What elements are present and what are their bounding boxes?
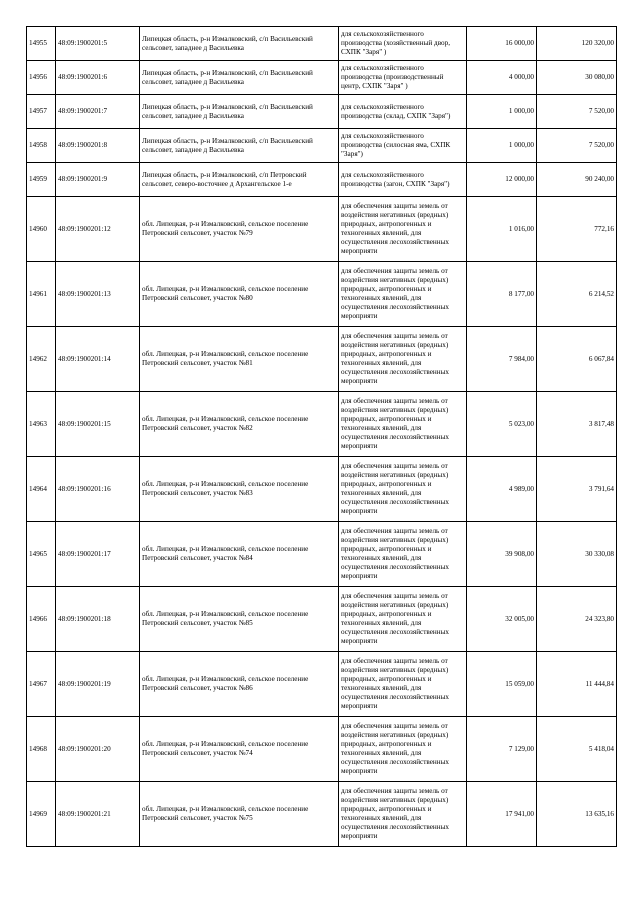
cadastral-number: 48:09:1900201:9 xyxy=(56,163,140,197)
cadastral-value: 90 240,00 xyxy=(537,163,617,197)
area-value: 1 016,00 xyxy=(467,197,537,262)
address: обл. Липецкая, р-н Измалковский, сельское поселение Петровский сельсовет, участок №81 xyxy=(140,327,339,392)
cadastral-number: 48:09:1900201:8 xyxy=(56,129,140,163)
row-number: 14960 xyxy=(27,197,56,262)
row-number: 14955 xyxy=(27,27,56,61)
cadastral-number: 48:09:1900201:16 xyxy=(56,457,140,522)
address: Липецкая область, р-н Измалковский, с/п Васильевский сельсовет, западнее д Васильевка xyxy=(140,129,339,163)
row-number: 14967 xyxy=(27,652,56,717)
row-number: 14964 xyxy=(27,457,56,522)
cadastral-number: 48:09:1900201:19 xyxy=(56,652,140,717)
area-value: 12 000,00 xyxy=(467,163,537,197)
land-use-purpose: для обеспечения защиты земель от воздействия негативных (вредных) природных, антропогенных и техногенных явлений, для осуществления лесохозяйственных мероприяти xyxy=(339,587,467,652)
row-number: 14956 xyxy=(27,61,56,95)
land-use-purpose: для сельскохозяйственного производства (силосная яма, СХПК "Заря") xyxy=(339,129,467,163)
row-number: 14957 xyxy=(27,95,56,129)
row-number: 14962 xyxy=(27,327,56,392)
address: Липецкая область, р-н Измалковский, с/п Васильевский сельсовет, западнее д Васильевка xyxy=(140,61,339,95)
cadastral-value: 7 520,00 xyxy=(537,95,617,129)
area-value: 17 941,00 xyxy=(467,782,537,847)
land-use-purpose: для обеспечения защиты земель от воздействия негативных (вредных) природных, антропогенных и техногенных явлений, для осуществления лесохозяйственных мероприяти xyxy=(339,717,467,782)
cadastral-value: 6 067,84 xyxy=(537,327,617,392)
table-row xyxy=(27,27,617,61)
address: Липецкая область, р-н Измалковский, с/п Васильевский сельсовет, западнее д Васильевка xyxy=(140,27,339,61)
land-use-purpose: для обеспечения защиты земель от воздействия негативных (вредных) природных, антропогенных и техногенных явлений, для осуществления лесохозяйственных мероприяти xyxy=(339,457,467,522)
land-use-purpose: для обеспечения защиты земель от воздействия негативных (вредных) природных, антропогенных и техногенных явлений, для осуществления лесохозяйственных мероприяти xyxy=(339,522,467,587)
area-value: 5 023,00 xyxy=(467,392,537,457)
row-number: 14958 xyxy=(27,129,56,163)
cadastral-number: 48:09:1900201:21 xyxy=(56,782,140,847)
land-use-purpose: для обеспечения защиты земель от воздействия негативных (вредных) природных, антропогенных и техногенных явлений, для осуществления лесохозяйственных мероприяти xyxy=(339,392,467,457)
cadastral-number: 48:09:1900201:17 xyxy=(56,522,140,587)
cadastral-number: 48:09:1900201:6 xyxy=(56,61,140,95)
area-value: 15 059,00 xyxy=(467,652,537,717)
table-row xyxy=(27,327,617,392)
row-number: 14961 xyxy=(27,262,56,327)
table-row xyxy=(27,587,617,652)
table-row xyxy=(27,392,617,457)
row-number: 14966 xyxy=(27,587,56,652)
table-row xyxy=(27,61,617,95)
table-row xyxy=(27,262,617,327)
table-row xyxy=(27,129,617,163)
cadastral-value: 13 635,16 xyxy=(537,782,617,847)
land-use-purpose: для обеспечения защиты земель от воздействия негативных (вредных) природных, антропогенных и техногенных явлений, для осуществления лесохозяйственных мероприяти xyxy=(339,327,467,392)
cadastral-number: 48:09:1900201:12 xyxy=(56,197,140,262)
land-use-purpose: для сельскохозяйственного производства (производственный центр, СХПК "Заря" ) xyxy=(339,61,467,95)
cadastral-value: 30 330,08 xyxy=(537,522,617,587)
area-value: 16 000,00 xyxy=(467,27,537,61)
land-use-purpose: для сельскохозяйственного производства (склад, СХПК "Заря") xyxy=(339,95,467,129)
table-row xyxy=(27,717,617,782)
cadastral-number: 48:09:1900201:5 xyxy=(56,27,140,61)
cadastral-number: 48:09:1900201:20 xyxy=(56,717,140,782)
address: Липецкая область, р-н Измалковский, с/п Васильевский сельсовет, западнее д Васильевка xyxy=(140,95,339,129)
cadastral-value: 772,16 xyxy=(537,197,617,262)
cadastral-number: 48:09:1900201:18 xyxy=(56,587,140,652)
cadastral-number: 48:09:1900201:7 xyxy=(56,95,140,129)
table-row xyxy=(27,652,617,717)
area-value: 7 129,00 xyxy=(467,717,537,782)
area-value: 39 908,00 xyxy=(467,522,537,587)
table-row xyxy=(27,782,617,847)
cadastral-value: 5 418,04 xyxy=(537,717,617,782)
table-row xyxy=(27,522,617,587)
address: обл. Липецкая, р-н Измалковский, сельское поселение Петровский сельсовет, участок №83 xyxy=(140,457,339,522)
table-row xyxy=(27,457,617,522)
cadastral-number: 48:09:1900201:13 xyxy=(56,262,140,327)
area-value: 4 989,00 xyxy=(467,457,537,522)
cadastral-number: 48:09:1900201:15 xyxy=(56,392,140,457)
cadastral-value: 7 520,00 xyxy=(537,129,617,163)
land-use-purpose: для сельскохозяйственного производства (загон, СХПК "Заря") xyxy=(339,163,467,197)
row-number: 14959 xyxy=(27,163,56,197)
row-number: 14965 xyxy=(27,522,56,587)
address: обл. Липецкая, р-н Измалковский, сельское поселение Петровский сельсовет, участок №86 xyxy=(140,652,339,717)
row-number: 14968 xyxy=(27,717,56,782)
land-use-purpose: для обеспечения защиты земель от воздействия негативных (вредных) природных, антропогенных и техногенных явлений, для осуществления лесохозяйственных мероприяти xyxy=(339,782,467,847)
table-row xyxy=(27,95,617,129)
address: Липецкая область, р-н Измалковский, с/п Петровский сельсовет, северо-восточнее д Архангельское 1-е xyxy=(140,163,339,197)
cadastral-value: 11 444,84 xyxy=(537,652,617,717)
area-value: 8 177,00 xyxy=(467,262,537,327)
cadastral-value: 3 791,64 xyxy=(537,457,617,522)
row-number: 14963 xyxy=(27,392,56,457)
cadastral-value: 120 320,00 xyxy=(537,27,617,61)
cadastral-value: 30 080,00 xyxy=(537,61,617,95)
address: обл. Липецкая, р-н Измалковский, сельское поселение Петровский сельсовет, участок №80 xyxy=(140,262,339,327)
cadastral-value: 6 214,52 xyxy=(537,262,617,327)
address: обл. Липецкая, р-н Измалковский, сельское поселение Петровский сельсовет, участок №74 xyxy=(140,717,339,782)
land-use-purpose: для обеспечения защиты земель от воздействия негативных (вредных) природных, антропогенных и техногенных явлений, для осуществления лесохозяйственных мероприяти xyxy=(339,197,467,262)
table-row xyxy=(27,197,617,262)
address: обл. Липецкая, р-н Измалковский, сельское поселение Петровский сельсовет, участок №75 xyxy=(140,782,339,847)
cadastral-number: 48:09:1900201:14 xyxy=(56,327,140,392)
area-value: 32 005,00 xyxy=(467,587,537,652)
address: обл. Липецкая, р-н Измалковский, сельское поселение Петровский сельсовет, участок №84 xyxy=(140,522,339,587)
area-value: 7 984,00 xyxy=(467,327,537,392)
address: обл. Липецкая, р-н Измалковский, сельское поселение Петровский сельсовет, участок №82 xyxy=(140,392,339,457)
land-use-purpose: для обеспечения защиты земель от воздействия негативных (вредных) природных, антропогенных и техногенных явлений, для осуществления лесохозяйственных мероприяти xyxy=(339,262,467,327)
table-row xyxy=(27,163,617,197)
area-value: 1 000,00 xyxy=(467,95,537,129)
row-number: 14969 xyxy=(27,782,56,847)
address: обл. Липецкая, р-н Измалковский, сельское поселение Петровский сельсовет, участок №79 xyxy=(140,197,339,262)
address: обл. Липецкая, р-н Измалковский, сельское поселение Петровский сельсовет, участок №85 xyxy=(140,587,339,652)
cadastral-value: 3 817,48 xyxy=(537,392,617,457)
area-value: 4 000,00 xyxy=(467,61,537,95)
land-use-purpose: для сельскохозяйственного производства (хозяйственный двор, СХПК "Заря" ) xyxy=(339,27,467,61)
area-value: 1 000,00 xyxy=(467,129,537,163)
land-use-purpose: для обеспечения защиты земель от воздействия негативных (вредных) природных, антропогенных и техногенных явлений, для осуществления лесохозяйственных мероприяти xyxy=(339,652,467,717)
cadastral-value: 24 323,80 xyxy=(537,587,617,652)
land-registry-table xyxy=(26,26,617,847)
